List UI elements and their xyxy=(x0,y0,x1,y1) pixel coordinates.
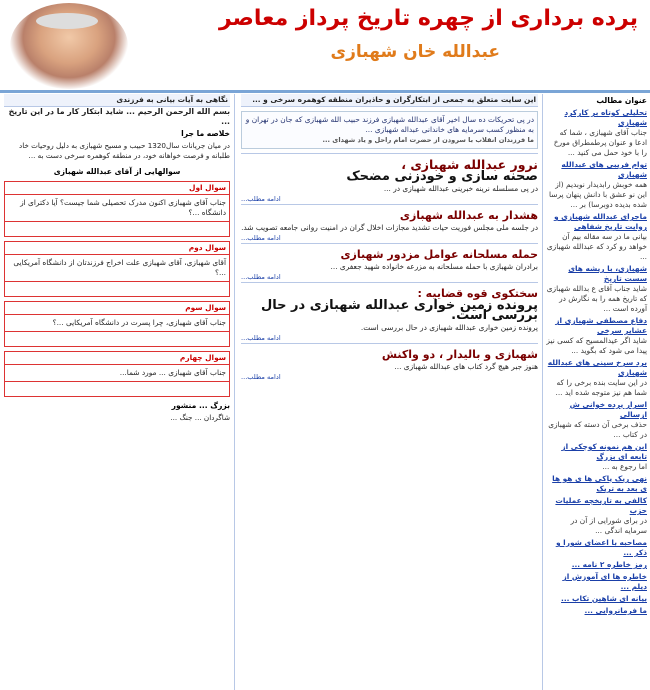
toc-item-title[interactable]: توام فریبی های عبدالله شهبازی xyxy=(561,160,647,179)
question-title: سوال چهارم xyxy=(5,352,229,365)
questions-heading: سوالهایی از آقای عبدالله شهبازی xyxy=(53,167,181,176)
toc-item-title[interactable]: شهبازی، با ریشه های سست تاریخ xyxy=(568,264,647,283)
toc-item-body: شاید جناب آقای ع بدالله شهبازی که تاریخ همه را به نگارش در آورده است ... xyxy=(546,284,647,313)
left-intro: بسم الله الرحمن الرحیم ... شاید ابتکار کار ما در این تاریخ ... xyxy=(8,107,230,126)
article-body: پرونده زمین خواری عبدالله شهبازی در حال بررسی است. xyxy=(360,323,538,332)
question-body: جناب آقای شهبازی ... مورد شما... xyxy=(119,368,226,377)
toc-item[interactable] xyxy=(546,316,647,356)
question-title: سوال اول xyxy=(5,182,229,195)
answer-area xyxy=(5,331,229,346)
question-body: آقای شهبازی، آقای شهبازی علت اخراج فرزندتان از دانشگاه آمریکایی ...؟ xyxy=(13,258,226,277)
article-body: در پی مسلسله نرینه خبرینی عبدالله شهبازی در ... xyxy=(383,184,538,193)
footer-body: شاگردان ... جنگ ... xyxy=(170,413,230,422)
article-title[interactable]: هشدار به عبدالله شهبازی xyxy=(399,209,538,222)
site-intro: این سایت متعلق به جمعی از ابتکارگران و حاذیران منطقه کوهمره سرخی و ... xyxy=(241,94,538,107)
article-item xyxy=(241,243,538,282)
site-header xyxy=(0,0,650,92)
question-title: سوال دوم xyxy=(5,242,229,255)
toc-item[interactable] xyxy=(546,212,647,262)
footer-heading: بزرگ ... منشور xyxy=(171,401,230,410)
toc-item[interactable] xyxy=(546,560,647,570)
left-column xyxy=(0,94,235,690)
toc-item-title[interactable]: تحلیلی کوتاه بر کارکرد شهبازی xyxy=(564,108,647,127)
toc-item-body: اما رجوع به ... xyxy=(602,462,647,471)
toc-item-title[interactable]: خاطره ها ای آموزش از دیلم ... xyxy=(562,572,647,591)
article-item xyxy=(241,153,538,204)
toc-item-title[interactable]: کالفی به تاریخچه عملیات حزب xyxy=(555,496,647,515)
lead-article-box xyxy=(241,111,538,149)
question-box xyxy=(4,301,230,347)
toc-list xyxy=(546,108,647,616)
read-more-link[interactable]: ادامه مطلب... xyxy=(241,234,281,242)
read-more-link[interactable]: ادامه مطلب... xyxy=(241,273,281,281)
toc-item-body: جناب آقای شهبازی ، شما که ادعا و عنوان پرطمطراق مورخ را با خود حمل می کنید ... xyxy=(553,128,647,157)
answer-area xyxy=(5,281,229,296)
toc-item[interactable] xyxy=(546,606,647,616)
lead-article-caption: ما فرزندان انقلاب با سرودن از حضرت امام راحل و یاد شهدای ... xyxy=(322,136,534,144)
article-body: در جلسه ملی مجلس فوریت حیات تشدید مجازات اخلال گران در امنیت روانی جامعه تصویب شد. xyxy=(241,223,538,232)
toc-item-title[interactable]: اسرار پرده خوانی ش ازسالی xyxy=(569,400,647,419)
article-body: برادران شهبازی با حمله مسلحانه به مزرعه خانواده شهید جعفری ... xyxy=(330,262,538,271)
toc-item-body: در برای شورایی از آن در سرمایه اندگی ... xyxy=(570,516,647,535)
toc-item-title[interactable]: رمز خاطره ۲ نامه ... xyxy=(571,560,647,569)
question-list xyxy=(4,181,230,397)
site-title: پرده برداری از چهره تاریخ پرداز معاصر xyxy=(218,6,638,31)
author-photo xyxy=(10,3,128,89)
toc-item[interactable] xyxy=(546,474,647,494)
answer-area xyxy=(5,221,229,236)
toc-item[interactable] xyxy=(546,358,647,398)
question-body: جناب آقای شهبازی، چرا پسرت در دانشگاه آمریکایی ...؟ xyxy=(52,318,226,327)
toc-item-title[interactable]: برد سرخ سینی های عبدالله شهبازی xyxy=(547,358,647,377)
toc-heading: عنوان مطالب xyxy=(596,96,647,105)
summary-heading: خلاصه ما جرا xyxy=(181,129,230,138)
article-body: هنوز جبر هیچ گرد کتاب های عبدالله شهبازی ... xyxy=(394,362,538,371)
article-item xyxy=(241,282,538,343)
toc-item-body: بیانی ما در سه مقاله بیم آن خواهد رو کرد که عبدالله شهبازی ... xyxy=(546,232,647,261)
toc-item-body: شاید اگر عیدالمسیح که کسی نیز پیدا می شود که بگوید ... xyxy=(546,336,647,355)
articles-column xyxy=(237,94,542,690)
toc-item-title[interactable]: ماجرای عبدالله شهبازی و روایت تاریخ شفاهی xyxy=(553,212,647,231)
toc-item-body: حذف برخی آن دسته که شهبازی در کتاب ... xyxy=(548,420,647,439)
left-topline: نگاهی به آیات بیانی به فرزندی xyxy=(4,94,230,107)
question-box xyxy=(4,181,230,237)
article-title[interactable]: شهبازی و بالیدار ، دو واکنش xyxy=(381,348,538,361)
toc-item[interactable] xyxy=(546,538,647,558)
toc-column xyxy=(542,94,650,690)
article-subtitle: پرونده زمین خواری عبدالله شهبازی در حال بررسی است. xyxy=(260,298,538,323)
lead-article-text: در پی تحریکات ده سال اخیر آقای عبدالله شهبازی فرزند حبیب الله شهبازی که جان در تهران و به منظور کسب سرمایه های خاندانی عبداله شهبازی ... xyxy=(245,115,534,134)
article-item xyxy=(241,204,538,243)
article-subtitle: صحنه سازی و خودزنی مضحک xyxy=(346,169,538,184)
read-more-link[interactable]: ادامه مطلب... xyxy=(241,373,281,381)
article-list xyxy=(241,153,538,382)
article-title[interactable]: نرور عبدالله شهبازی ، xyxy=(401,157,538,172)
read-more-link[interactable]: ادامه مطلب... xyxy=(241,195,281,203)
toc-item[interactable] xyxy=(546,160,647,210)
toc-item-title[interactable]: مصاحبه با اعضای شورا و ذکر ... xyxy=(556,538,647,557)
toc-item[interactable] xyxy=(546,264,647,314)
site-subtitle: عبدالله خان شهبازی xyxy=(330,42,500,62)
toc-item-title[interactable]: ما فرمانروایی ... xyxy=(584,606,647,615)
toc-item-title[interactable]: دفاع مصطفی شهبازی از عشایر سرخی xyxy=(555,316,647,335)
read-more-link[interactable]: ادامه مطلب... xyxy=(241,334,281,342)
toc-item[interactable] xyxy=(546,594,647,604)
toc-item-body: همه خوبش رابدیدار نوبدیم (از این نو عشق با دانش پنهان پرسا شده بدیده دوبرسا) بر ... xyxy=(549,180,647,209)
question-box xyxy=(4,351,230,397)
toc-item[interactable] xyxy=(546,442,647,472)
answer-area xyxy=(5,381,229,396)
toc-item-title[interactable]: بیانه ای شاهین تکاب ... xyxy=(561,594,647,603)
toc-item[interactable] xyxy=(546,496,647,536)
toc-item-title[interactable]: نهی ریک پاکی ها ی هو ها ی بعد به تریک xyxy=(552,474,647,493)
article-item xyxy=(241,343,538,382)
toc-item-title[interactable]: ابن هم نمونه کوچکی از تابعه ای بزرگ xyxy=(561,442,647,461)
toc-item[interactable] xyxy=(546,572,647,592)
article-title[interactable]: حمله مسلحانه عوامل مزدور شهبازی xyxy=(340,248,538,261)
question-body: جناب آقای شهبازی اکنون مدرک تحصیلی شما جیست؟ آیا دکترای از دانشگاه ...؟ xyxy=(20,198,226,217)
question-title: سوال سوم xyxy=(5,302,229,315)
article-title[interactable]: سختکوی قوه قضاییه : xyxy=(417,287,538,300)
header-divider xyxy=(0,90,650,93)
summary-body: در میان جریانات سال1320 حبیب و مسیح شهبازی به دلیل روحیات خاد طلبانه و فرصت خواهانه خود، در منطقه کوهمره سرخی دست به ... xyxy=(19,141,230,160)
toc-item[interactable] xyxy=(546,108,647,158)
toc-item-body: در این سایت بنده برخی را که شما هم نیز متوجه شده اید ... xyxy=(555,378,647,397)
toc-item[interactable] xyxy=(546,400,647,440)
question-box xyxy=(4,241,230,297)
